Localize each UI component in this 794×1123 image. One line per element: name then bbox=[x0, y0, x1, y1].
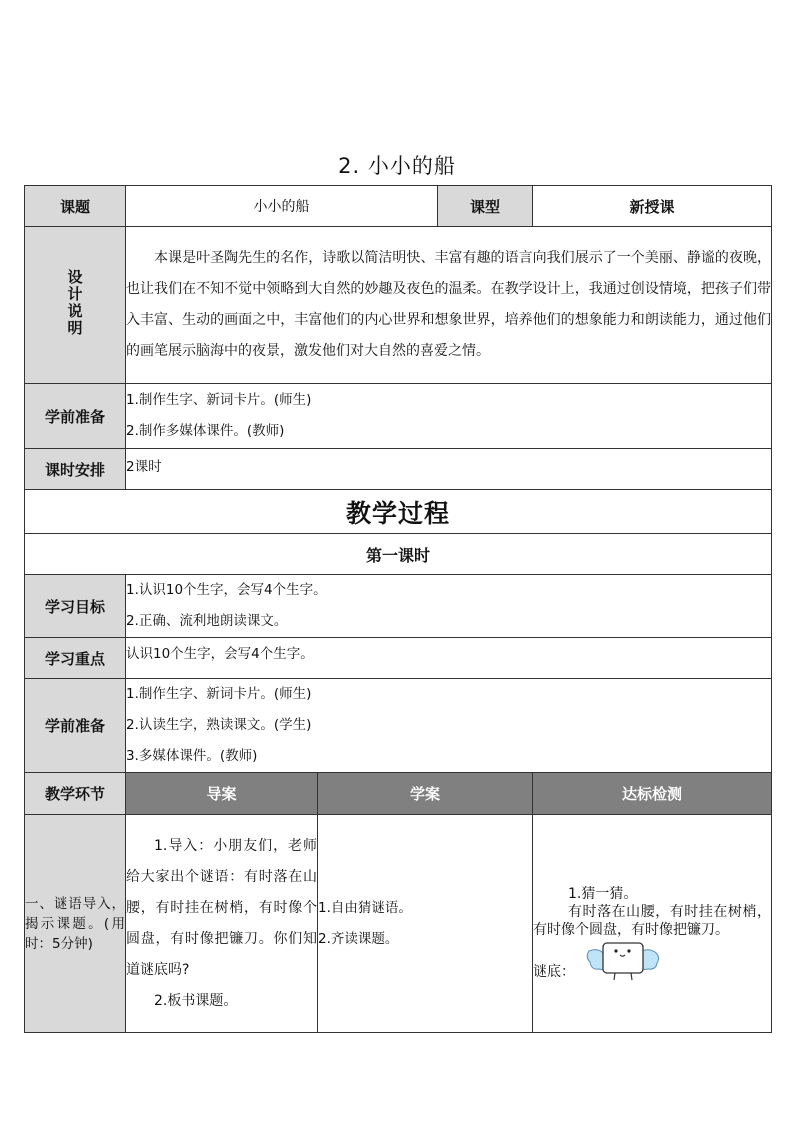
check-riddle: 有时落在山腰，有时挂在树梢，有时像个圆盘，有时像把镰刀。 bbox=[533, 903, 771, 938]
prep1-row bbox=[25, 384, 772, 449]
focus-row bbox=[25, 638, 772, 679]
lesson-title-row bbox=[25, 534, 772, 575]
list-item: 1.制作生字、新词卡片。(师生) bbox=[126, 392, 312, 408]
design-row bbox=[25, 227, 772, 384]
guide-cell bbox=[126, 815, 318, 1033]
guide-header: 导案 bbox=[126, 773, 318, 815]
check-header: 达标检测 bbox=[533, 773, 772, 815]
list-item: 2.正确、流利地朗读课文。 bbox=[126, 613, 288, 629]
study-item: 1.自由猜谜语。 bbox=[318, 899, 412, 916]
check-cell bbox=[533, 815, 772, 1033]
prep1-label: 学前准备 bbox=[25, 384, 126, 449]
prep1-list bbox=[126, 384, 772, 449]
prep2-label: 学前准备 bbox=[25, 679, 126, 773]
guide-text: 1.导入：小朋友们，老师给大家出个谜语：有时落在山腰，有时挂在树梢，有时像个圆盘，有时像把镰刀。你们知道谜底吗? bbox=[126, 837, 317, 978]
section-header-row bbox=[25, 773, 772, 815]
page-title: 2. 小小的船 bbox=[338, 154, 456, 178]
process-title-row bbox=[25, 490, 772, 534]
list-item: 1.制作生字、新词卡片。(师生) bbox=[126, 686, 312, 702]
design-label-cell bbox=[25, 227, 126, 384]
lesson-title: 第一课时 bbox=[25, 534, 772, 575]
list-item: 3.多媒体课件。(教师) bbox=[126, 748, 258, 764]
study-item: 2.齐读课题。 bbox=[318, 930, 399, 947]
stage-header: 教学环节 bbox=[25, 773, 126, 815]
topic-label: 课题 bbox=[25, 186, 126, 227]
check-item: 1.猜一猜。 bbox=[568, 885, 638, 902]
focus-label: 学习重点 bbox=[25, 638, 126, 679]
table-row bbox=[25, 815, 772, 1033]
study-cell bbox=[318, 815, 533, 1033]
list-item: 2.制作多媒体课件。(教师) bbox=[126, 423, 285, 439]
answer-row bbox=[533, 947, 771, 991]
cartoon-moon-icon bbox=[583, 937, 663, 983]
goals-row bbox=[25, 575, 772, 638]
goals-label: 学习目标 bbox=[25, 575, 126, 638]
type-label: 课型 bbox=[438, 186, 533, 227]
topic-row bbox=[25, 186, 772, 227]
list-item: 1.认识10个生字，会写4个生字。 bbox=[126, 582, 327, 598]
goals-list bbox=[126, 575, 772, 638]
schedule-label: 课时安排 bbox=[25, 449, 126, 490]
lesson-plan-table bbox=[24, 185, 772, 1033]
design-text: 本课是叶圣陶先生的名作，诗歌以简洁明快、丰富有趣的语言向我们展示了一个美丽、静谧的夜晚，也让我们在不知不觉中领略到大自然的妙趣及夜色的温柔。在教学设计上，我通过创设情境，把孩子们带入丰富、生动的画面之中，丰富他们的内心世界和想象世界，培养他们的想象能力和朗读能力，通过他们的画笔展示脑海中的夜景，激发他们对大自然的喜爱之情。 bbox=[126, 227, 772, 384]
topic-value: 小小的船 bbox=[126, 186, 438, 227]
guide-text: 2.板书课题。 bbox=[154, 992, 238, 1009]
schedule-row bbox=[25, 449, 772, 490]
design-label: 设计说明 bbox=[65, 269, 84, 337]
schedule-value: 2课时 bbox=[126, 449, 772, 490]
answer-label: 谜底： bbox=[533, 963, 575, 980]
study-header: 学案 bbox=[318, 773, 533, 815]
focus-value: 认识10个生字，会写4个生字。 bbox=[126, 638, 772, 679]
process-title: 教学过程 bbox=[25, 490, 772, 534]
stage-cell: 一、谜语导入，揭示课题。(用时：5分钟) bbox=[25, 815, 126, 1033]
list-item: 2.认读生字，熟读课文。(学生) bbox=[126, 717, 312, 733]
prep2-row bbox=[25, 679, 772, 773]
prep2-list bbox=[126, 679, 772, 773]
type-value: 新授课 bbox=[533, 186, 772, 227]
